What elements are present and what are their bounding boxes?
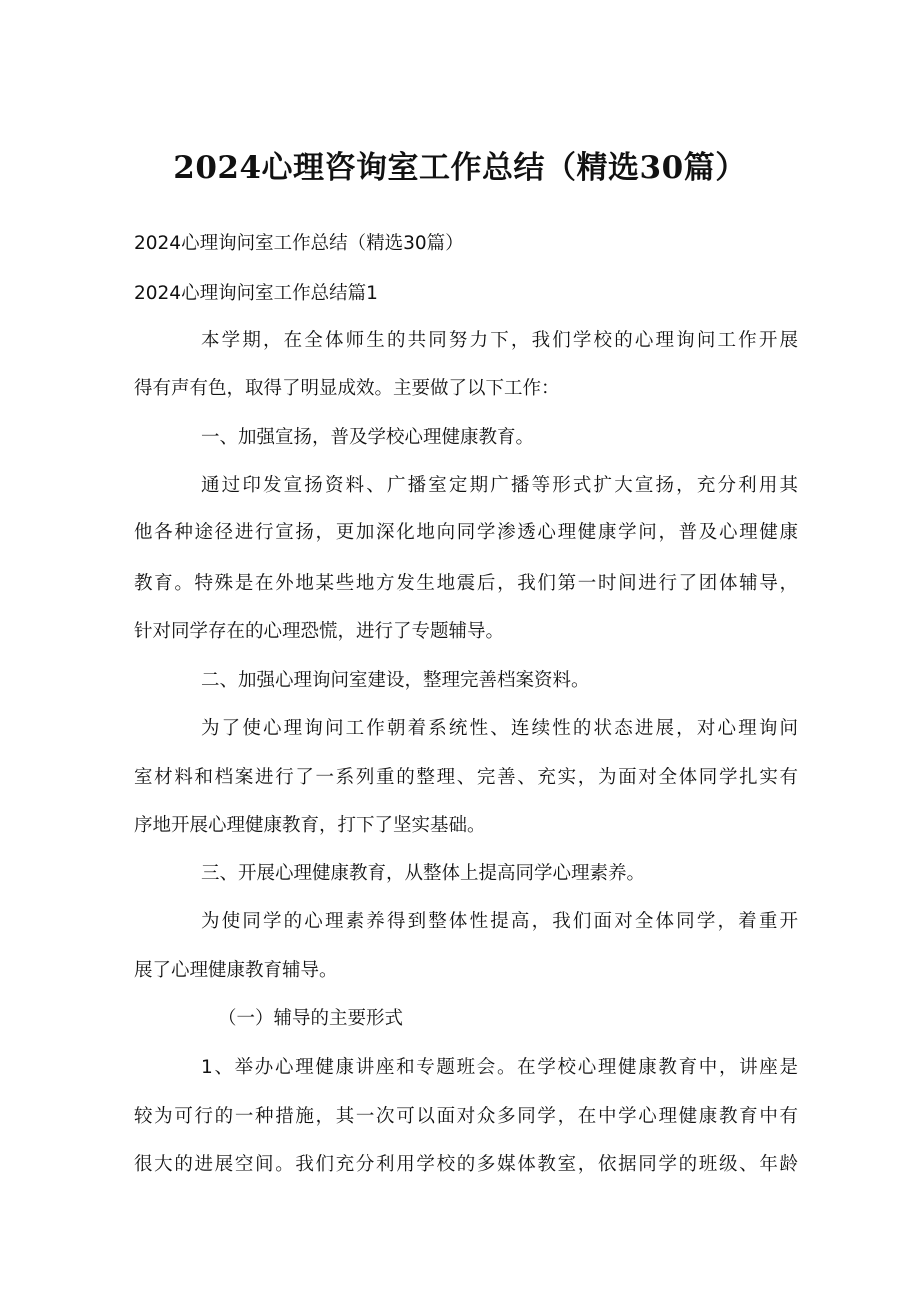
section-heading-2: 二、加强心理询问室建设，整理完善档案资料。 [201,670,590,691]
paragraph-line: 为了使心理询问工作朝着系统性、连续性的状态进展，对心理询问 [201,718,798,739]
paragraph-line: 本学期，在全体师生的共同努力下，我们学校的心理询问工作开展 [201,330,798,351]
paragraph-line: 他各种途径进行宣扬，更加深化地向同学渗透心理健康学问，普及心理健康 [134,522,798,543]
paragraph-line: 展了心理健康教育辅导。 [134,960,338,981]
paragraph-line: 序地开展心理健康教育，打下了坚实基础。 [134,815,486,836]
paragraph-line: 通过印发宣扬资料、广播室定期广播等形式扩大宣扬，充分利用其 [201,475,798,496]
document-title: 2024心理咨询室工作总结（精选30篇） [173,150,747,186]
paragraph-line: 1、举办心理健康讲座和专题班会。在学校心理健康教育中，讲座是 [201,1057,798,1078]
subsection-heading: （一）辅导的主要形式 [218,1008,404,1029]
paragraph-line: 针对同学存在的心理恐慌，进行了专题辅导。 [134,621,505,642]
section-heading: 2024心理询问室工作总结篇1 [134,283,378,304]
paragraph-line: 室材料和档案进行了一系列重的整理、完善、充实，为面对全体同学扎实有 [134,767,798,788]
section-heading-3: 三、开展心理健康教育，从整体上提高同学心理素养。 [201,863,646,884]
paragraph-line: 很大的进展空间。我们充分利用学校的多媒体教室，依据同学的班级、年龄 [134,1154,798,1175]
document-subtitle: 2024心理询问室工作总结（精选30篇） [134,233,464,254]
paragraph-line: 为使同学的心理素养得到整体性提高，我们面对全体同学，着重开 [201,911,798,932]
paragraph-line: 得有声有色，取得了明显成效。主要做了以下工作： [134,378,560,399]
section-heading-1: 一、加强宣扬，普及学校心理健康教育。 [201,427,535,448]
paragraph-line: 教育。特殊是在外地某些地方发生地震后，我们第一时间进行了团体辅导， [134,573,798,594]
paragraph-line: 较为可行的一种措施，其一次可以面对众多同学，在中学心理健康教育中有 [134,1106,798,1127]
